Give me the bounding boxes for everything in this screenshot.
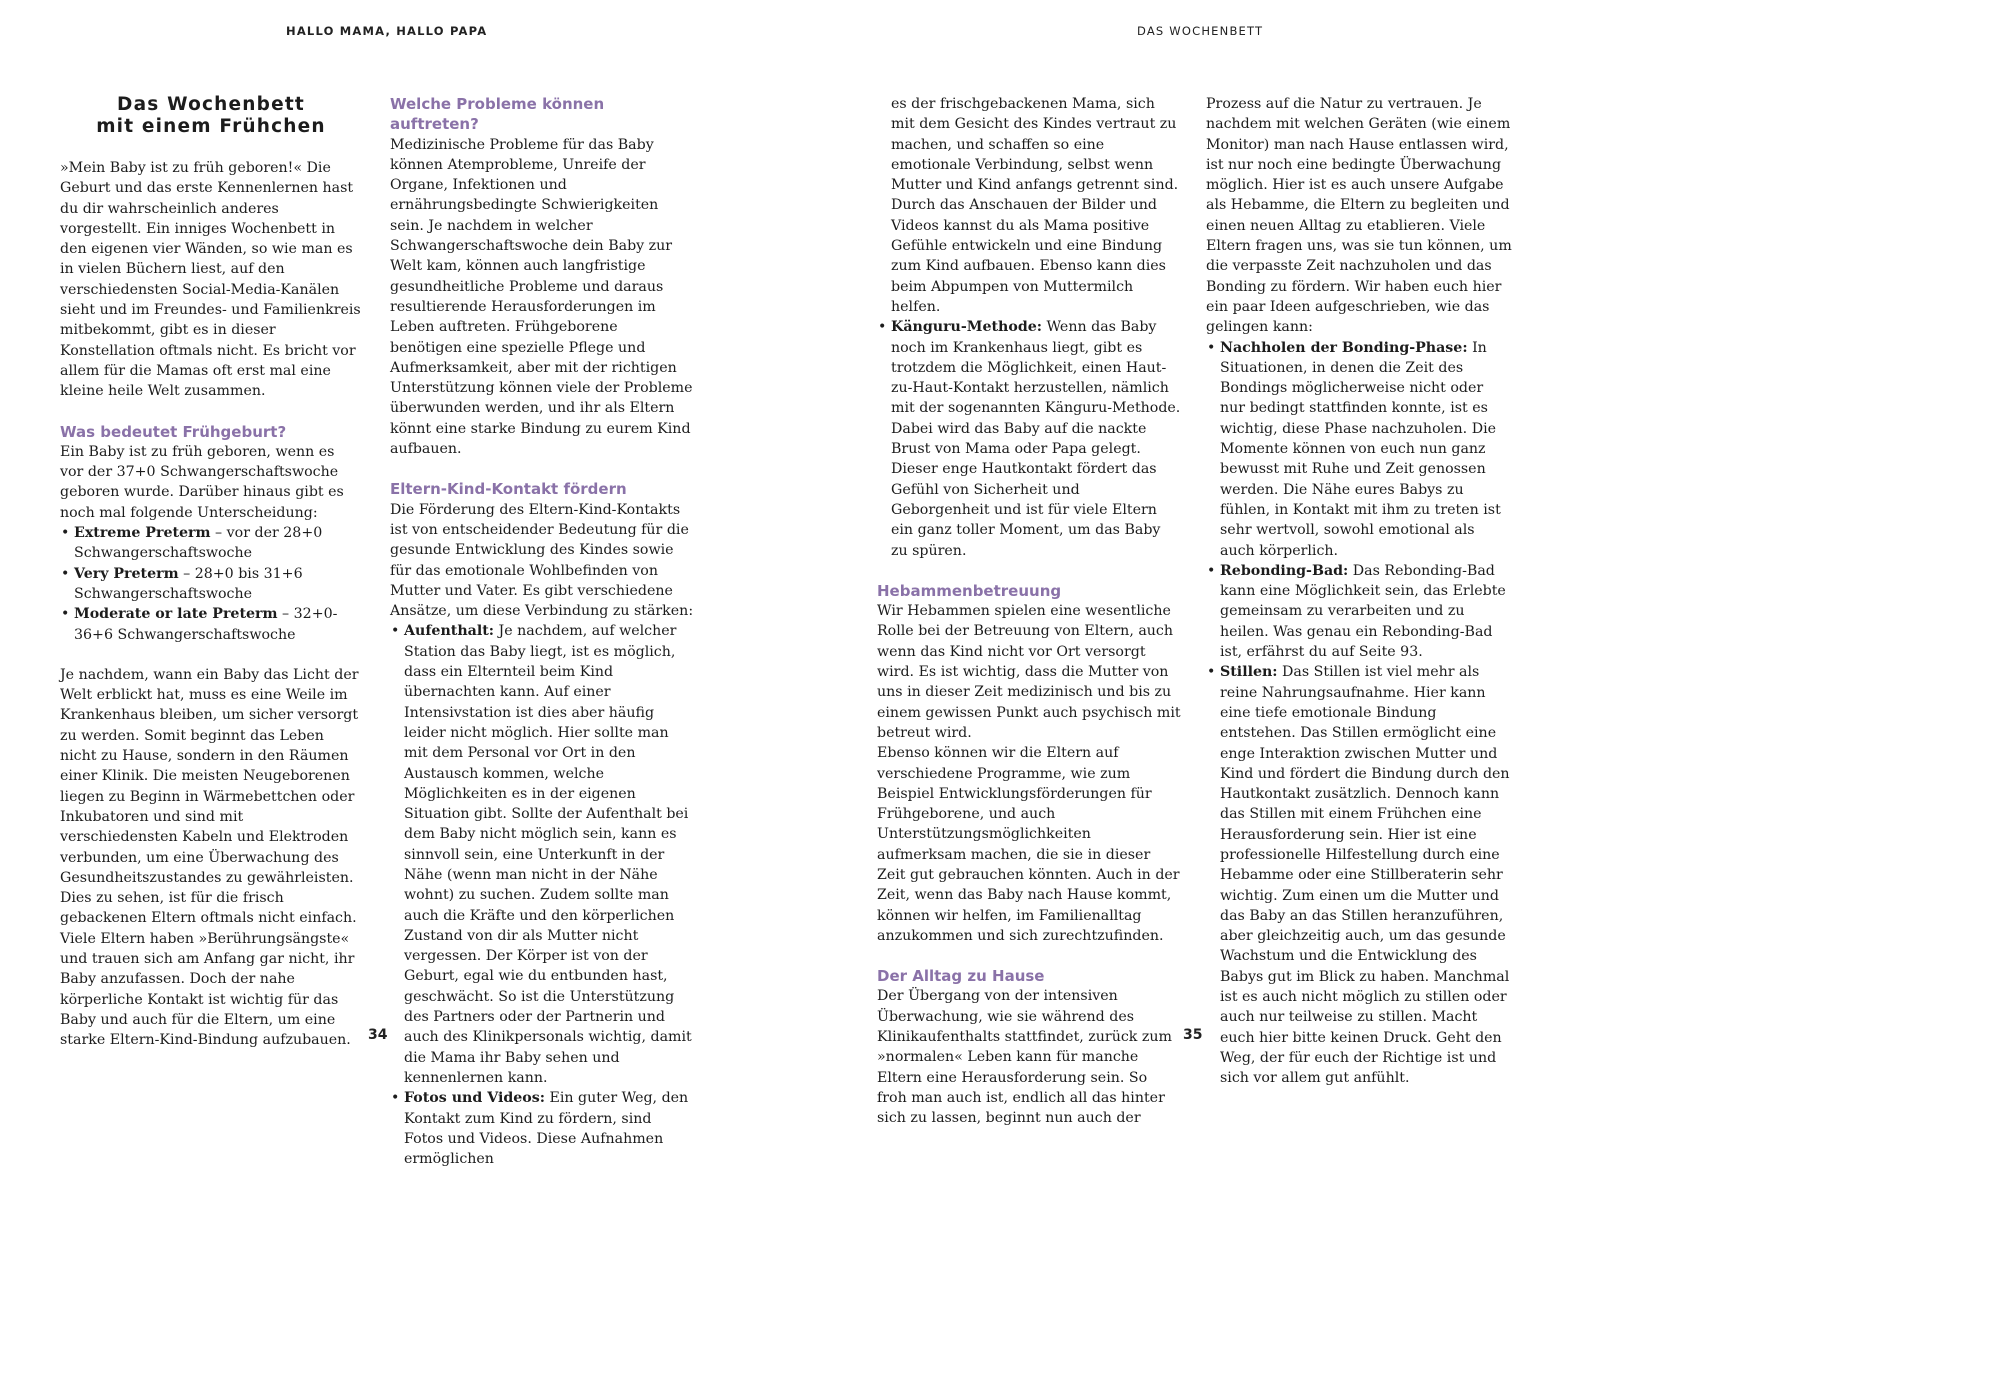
column-1 [60, 94, 362, 1049]
preterm-list [60, 523, 362, 645]
running-head-left: HALLO MAMA, HALLO PAPA [286, 24, 488, 38]
list-item-label: Moderate or late Preterm [74, 606, 278, 623]
list-item [1206, 662, 1512, 1088]
list-item [390, 621, 694, 1088]
section-heading-kontakt: Eltern-Kind-Kontakt fördern [390, 480, 627, 499]
list-item [60, 564, 362, 605]
list-item-text: Ein guter Weg, den Kontakt zum Kind zu fördern, sind Fotos und Videos. Diese Aufnahmen ermöglichen [404, 1090, 689, 1168]
section-heading-fruehgeburt: Was bedeutet Frühgeburt? [60, 422, 287, 441]
list-item-label: Känguru-Methode: [891, 319, 1042, 336]
chapter-title-line-2: mit einem Frühchen [96, 116, 326, 137]
body-paragraph: Der Übergang von der intensiven Überwachung, wie sie während des Klinikaufenthalts stattfindet, zurück zum »normalen« Leben kann für manche Eltern eine Herausforderung sein. So froh man auch ist, endlich all das hinter sich zu lassen, beginnt nun auch der [877, 988, 1172, 1127]
column-3 [877, 94, 1181, 1127]
list-item-text: – vor der 28+0 Schwangerschaftswoche [74, 525, 323, 562]
continued-list-text: es der frischgebackenen Mama, sich mit dem Gesicht des Kindes vertraut zu machen, und schaffen so eine emotionale Verbindung, selbst wenn Mutter und Kind anfangs getrennt sind. Durch das Anschauen der Bilder und Videos kannst du als Mama positive Gefühle entwickeln und eine Bindung zum Kind aufbauen. Ebenso kann dies beim Abpumpen von Muttermilch helfen. [891, 96, 1179, 315]
contact-list [390, 621, 694, 1169]
body-paragraph: Je nachdem, wann ein Baby das Licht der Welt erblickt hat, muss es eine Weile im Krankenhaus bleiben, um sicher versorgt zu werden. Somit beginnt das Leben nicht zu Hause, sondern in den Räumen einer Klinik. Die meisten Neugeborenen liegen zu Beginn in Wärmebettchen oder Inkubatoren und sind mit verschiedensten Kabeln und Elektroden verbunden, um eine Überwachung des Gesundheitszustandes zu gewährleisten. Dies zu sehen, ist für die frisch gebackenen Eltern oftmals nicht einfach. [60, 666, 359, 927]
page-number-right: 35 [1183, 1027, 1203, 1043]
list-item-label: Rebonding-Bad: [1220, 562, 1349, 579]
list-item-text: In Situationen, in denen die Zeit des Bondings möglicherweise nicht oder nur bedingt stattfinden konnte, ist es wichtig, diese Phase nachzuholen. Die Momente können von euch nun ganz bewusst mit Ruhe und Zeit genossen werden. Die Nähe eures Babys zu fühlen, in Kontakt mit ihm zu treten ist sehr wertvoll, sowohl emotional als auch körperlich. [1220, 339, 1501, 559]
page-number-left: 34 [368, 1027, 388, 1043]
section-heading-hebammenbetreuung: Hebammenbetreuung [877, 581, 1062, 600]
list-item [1206, 561, 1512, 662]
kangaroo-list [877, 317, 1181, 561]
body-paragraph: Die Förderung des Eltern-Kind-Kontakts ist von entscheidender Bedeutung für die gesunde Entwicklung des Kindes sowie für das emotionale Wohlbefinden von Mutter und Vater. Es gibt verschiedene Ansätze, um diese Verbindung zu stärken: [390, 501, 694, 620]
chapter-title [60, 94, 362, 138]
list-item-label: Stillen: [1220, 664, 1278, 681]
list-item [390, 1088, 694, 1169]
column-4 [1206, 94, 1512, 1087]
list-item [1206, 338, 1512, 561]
section-heading-probleme: Welche Probleme können auftreten? [390, 95, 605, 134]
list-item-text: Wenn das Baby noch im Krankenhaus liegt, gibt es trotzdem die Möglichkeit, einen Haut-zu-Haut-Kontakt herzustellen, nämlich mit der sogenannten Känguru-Methode. Dabei wird das Baby auf die nackte Brust von Mama oder Papa gelegt. Dieser enge Hautkontakt fördert das Gefühl von Sicherheit und Geborgenheit und ist für viele Eltern ein ganz toller Moment, um das Baby zu spüren. [891, 319, 1181, 559]
definition-paragraph: Ein Baby ist zu früh geboren, wenn es vor der 37+0 Schwangerschaftswoche geboren wurde. Darüber hinaus gibt es noch mal folgende Unterscheidung: [60, 443, 344, 521]
chapter-title-line-1: Das Wochenbett [117, 94, 305, 115]
column-2 [390, 94, 694, 1168]
list-item-label: Nachholen der Bonding-Phase: [1220, 339, 1468, 356]
list-item-label: Very Preterm [74, 565, 179, 582]
body-paragraph: Ebenso können wir die Eltern auf verschiedene Programme, wie zum Beispiel Entwicklungsförderungen für Frühgeborene, und auch Unterstützungsmöglichkeiten aufmerksam machen, die sie in dieser Zeit gut gebrauchen könnten. Auch in der Zeit, wenn das Baby nach Hause kommt, können wir helfen, im Familienalltag anzukommen und sich zurechtzufinden. [877, 745, 1180, 944]
list-item-label: Extreme Preterm [74, 525, 211, 542]
list-item-text: Das Stillen ist viel mehr als reine Nahrungsaufnahme. Hier kann eine tiefe emotionale Bindung entstehen. Das Stillen ermöglicht eine enge Interaktion zwischen Mutter und Kind und fördert die Bindung durch den Hautkontakt zusätzlich. Dennoch kann das Stillen mit einem Frühchen eine Herausforderung sein. Hier ist eine professionelle Hilfestellung durch eine Hebamme oder eine Stillberaterin sehr wichtig. Zum einen um die Mutter und das Baby an das Stillen heranzuführen, aber gleichzeitig auch, um das gesunde Wachstum und die Entwicklung des Babys gut im Blick zu haben. Manchmal ist es auch nicht möglich zu stillen oder auch nur teilweise zu stillen. Macht euch hier bitte keinen Druck. Geht den Weg, der für euch der Richtige ist und sich vor allem gut anfühlt. [1220, 664, 1510, 1087]
list-item-text: Das Rebonding-Bad kann eine Möglichkeit sein, das Erlebte gemeinsam zu verarbeiten und zu heilen. Was genau ein Rebonding-Bad ist, erfährst du auf Seite 93. [1220, 562, 1506, 661]
list-item-text: – 32+0-36+6 Schwangerschaftswoche [74, 606, 338, 643]
list-item-text: – 28+0 bis 31+6 Schwangerschaftswoche [74, 565, 303, 602]
bonding-list [1206, 338, 1512, 1089]
body-paragraph: Viele Eltern haben »Berührungsängste« und trauen sich am Anfang gar nicht, ihr Baby anzufassen. Doch der nahe körperliche Kontakt ist wichtig für das Baby und auch für die Eltern, um eine starke Eltern-Kind-Bindung aufzubauen. [60, 930, 355, 1049]
list-item-text: Je nachdem, auf welcher Station das Baby liegt, ist es möglich, dass ein Elternteil beim Kind übernachten kann. Auf einer Intensivstation ist dies aber häufig leider nicht möglich. Hier sollte man mit dem Personal vor Ort in den Austausch kommen, welche Möglichkeiten es in der eigenen Situation gibt. Sollte der Aufenthalt bei dem Baby nicht möglich sein, kann es sinnvoll sein, eine Unterkunft in der Nähe (wenn man nicht in der Nähe wohnt) zu suchen. Zudem sollte man auch die Kräfte und den körperlichen Zustand von dir als Mutter nicht vergessen. Der Körper ist von der Geburt, egal wie du entbunden hast, geschwächt. So ist die Unterstützung des Partners oder der Partnerin und auch des Klinikpersonals wichtig, damit die Mama ihr Baby sehen und kennenlernen kann. [404, 623, 692, 1086]
intro-paragraph: »Mein Baby ist zu früh geboren!« Die Geburt und das erste Kennenlernen hast du dir wahrscheinlich anderes vorgestellt. Ein inniges Wochenbett in den eigenen vier Wänden, so wie man es in vielen Büchern liest, auf den verschiedensten Social-Media-Kanälen sieht und im Freundes- und Familienkreis mitbekommt, gibt es in dieser Konstellation oftmals nicht. Es bricht vor allem für die Mamas oft erst mal eine kleine heile Welt zusammen. [60, 160, 361, 400]
list-item [60, 604, 362, 645]
list-item-label: Aufenthalt: [404, 623, 495, 640]
body-paragraph: Wir Hebammen spielen eine wesentliche Rolle bei der Betreuung von Eltern, auch wenn das Kind nicht vor Ort versorgt wird. Es ist wichtig, dass die Mutter von uns in dieser Zeit medizinisch und bis zu einem gewissen Punkt auch psychisch mit betreut wird. [877, 603, 1181, 741]
body-paragraph: Medizinische Probleme für das Baby können Atemprobleme, Unreife der Organe, Infektionen und ernährungsbedingte Schwierigkeiten sein. Je nachdem in welcher Schwangerschaftswoche dein Baby zur Welt kam, können auch langfristige gesundheitliche Probleme und daraus resultierende Herausforderungen im Leben auftreten. Frühgeborene benötigen eine spezielle Pflege und Aufmerksamkeit, aber mit der richtigen Unterstützung können viele der Probleme überwunden werden, und ihr als Eltern könnt eine starke Bindung zu eurem Kind aufbauen. [390, 136, 693, 458]
list-item [60, 523, 362, 564]
running-head-right: DAS WOCHENBETT [1137, 24, 1264, 38]
list-item-label: Fotos und Videos: [404, 1090, 545, 1107]
section-heading-alltag: Der Alltag zu Hause [877, 967, 1045, 986]
list-item [877, 317, 1181, 561]
continued-paragraph: Prozess auf die Natur zu vertrauen. Je nachdem mit welchen Geräten (wie einem Monitor) man nach Hause entlassen wird, ist nur noch eine bedingte Überwachung möglich. Hier ist es auch unsere Aufgabe als Hebamme, die Eltern zu begleiten und einen neuen Alltag zu etablieren. Viele Eltern fragen uns, was sie tun können, um die verpasste Zeit nachzuholen und das Bonding zu fördern. Wir haben euch hier ein paar Ideen aufgeschrieben, wie das gelingen kann: [1206, 96, 1512, 336]
